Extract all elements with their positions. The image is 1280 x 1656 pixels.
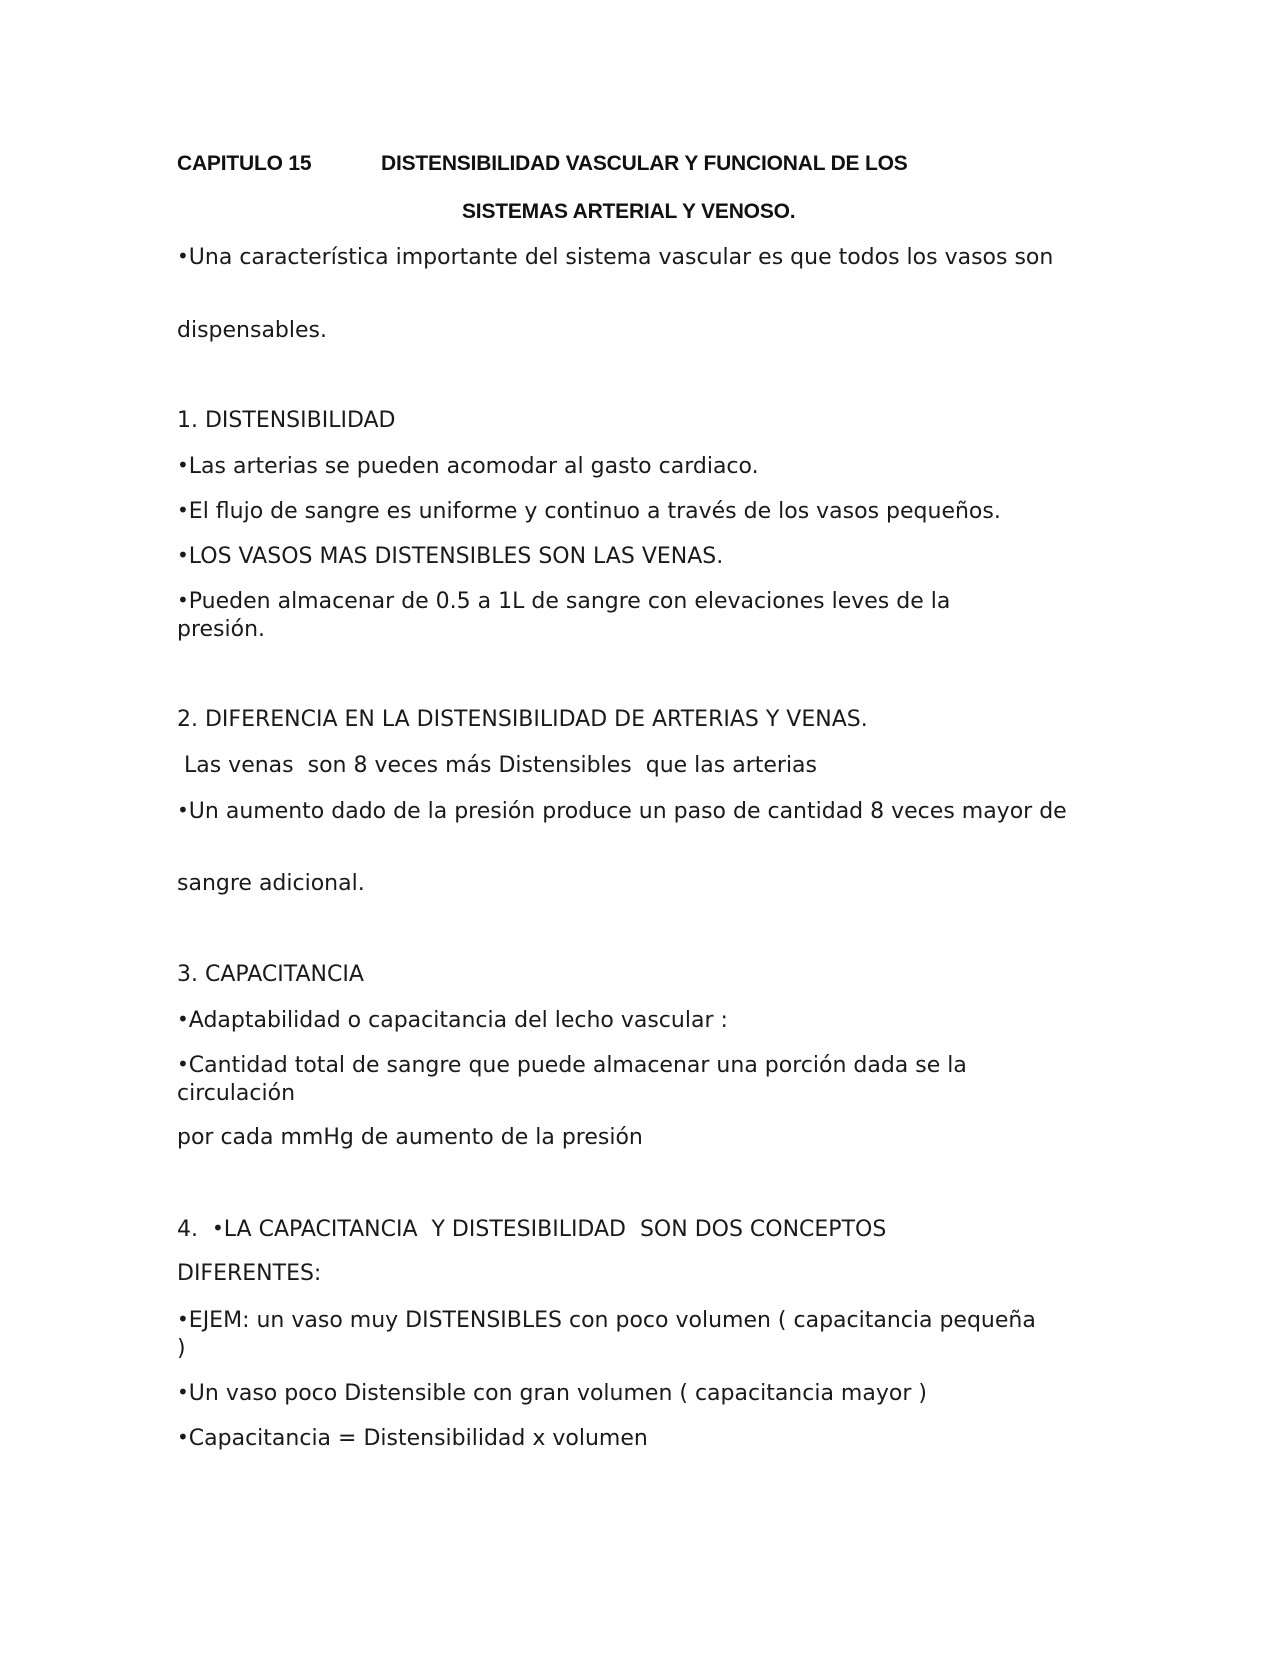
section-2-line-2: sangre adicional. xyxy=(177,871,365,896)
intro-line-1: Una característica importante del sistema vascular es que todos los vasos son xyxy=(188,245,1054,270)
section-3-bullet-1-text: Adaptabilidad o capacitancia del lecho vascular : xyxy=(188,1008,728,1033)
section-4-bullet-3-text: Capacitancia = Distensibilidad x volumen xyxy=(188,1426,648,1451)
section-1-bullet-2-text: El flujo de sangre es uniforme y continuo a través de los vasos pequeños. xyxy=(188,499,1001,524)
bullet-icon: • xyxy=(211,1216,224,1240)
section-3-bullet-2 xyxy=(177,1051,1037,1108)
section-3-bullet-2-text: Cantidad total de sangre que puede almacenar una porción dada se la circulación xyxy=(177,1053,967,1106)
section-4-bullet-2-text: Un vaso poco Distensible con gran volumen ( capacitancia mayor ) xyxy=(188,1381,927,1406)
section-1-bullet-3-text: LOS VASOS MAS DISTENSIBLES SON LAS VENAS. xyxy=(188,544,724,569)
section-1-bullet-2 xyxy=(177,497,1001,526)
section-1-bullet-3 xyxy=(177,542,723,571)
section-1-heading: 1. DISTENSIBILIDAD xyxy=(177,408,396,433)
section-4-heading xyxy=(177,1215,886,1244)
bullet-icon: • xyxy=(177,498,189,522)
section-4-bullet-2 xyxy=(177,1379,927,1408)
bullet-icon: • xyxy=(177,588,189,612)
bullet-icon: • xyxy=(177,798,189,822)
section-2-line-1: Las venas son 8 veces más Distensibles que las arterias xyxy=(177,753,817,778)
bullet-icon: • xyxy=(177,1425,189,1449)
bullet-icon: • xyxy=(177,1007,189,1031)
intro-line-2: dispensables. xyxy=(177,318,327,343)
section-3-heading: 3. CAPACITANCIA xyxy=(177,962,364,987)
chapter-label: CAPITULO 15 xyxy=(177,152,312,175)
section-3-bullet-1 xyxy=(177,1006,728,1035)
section-2-bullet-1 xyxy=(177,797,1097,826)
bullet-icon: • xyxy=(177,244,189,268)
page-title-line-2: SISTEMAS ARTERIAL Y VENOSO. xyxy=(462,200,796,223)
intro-paragraph xyxy=(177,243,1097,272)
section-4-bullet-1-text: EJEM: un vaso muy DISTENSIBLES con poco volumen ( capacitancia pequeña ) xyxy=(177,1308,1036,1361)
section-1-bullet-1 xyxy=(177,452,759,481)
bullet-icon: • xyxy=(177,543,189,567)
bullet-icon: • xyxy=(177,453,189,477)
bullet-icon: • xyxy=(177,1052,189,1076)
section-1-bullet-1-text: Las arterias se pueden acomodar al gasto cardiaco. xyxy=(188,454,759,479)
section-4-line-1: DIFERENTES: xyxy=(177,1261,322,1286)
section-4-bullet-3 xyxy=(177,1424,648,1453)
bullet-icon: • xyxy=(177,1307,189,1331)
section-2-bullet-1-text: Un aumento dado de la presión produce un paso de cantidad 8 veces mayor de xyxy=(188,799,1067,824)
bullet-icon: • xyxy=(177,1380,189,1404)
section-1-bullet-4 xyxy=(177,587,1037,644)
section-4-number: 4. xyxy=(177,1217,212,1242)
section-1-bullet-4-text: Pueden almacenar de 0.5 a 1L de sangre con elevaciones leves de la presión. xyxy=(177,589,951,642)
section-3-line-1: por cada mmHg de aumento de la presión xyxy=(177,1125,643,1150)
section-2-heading: 2. DIFERENCIA EN LA DISTENSIBILIDAD DE ARTERIAS Y VENAS. xyxy=(177,707,868,732)
section-4-heading-text: LA CAPACITANCIA Y DISTESIBILIDAD SON DOS CONCEPTOS xyxy=(223,1217,887,1242)
page-title-line-1: DISTENSIBILIDAD VASCULAR Y FUNCIONAL DE LOS xyxy=(381,152,908,175)
section-4-bullet-1 xyxy=(177,1306,1037,1363)
